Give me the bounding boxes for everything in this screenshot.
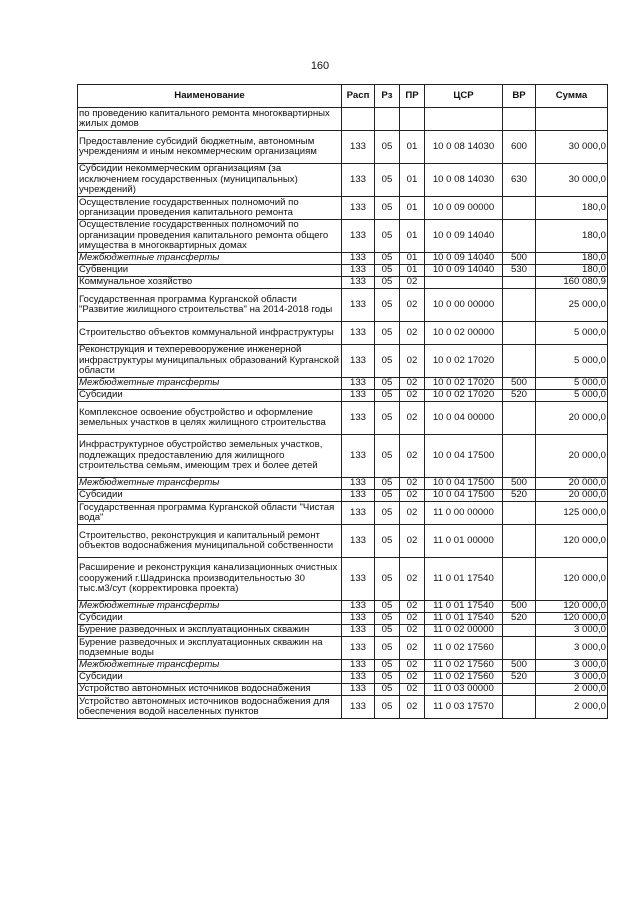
cell-rz: 05 xyxy=(375,277,400,289)
cell-rz: 05 xyxy=(375,660,400,672)
cell-rz: 05 xyxy=(375,502,400,525)
table-row xyxy=(78,672,608,684)
cell-sum: 3 000,0 xyxy=(536,660,608,672)
table-row xyxy=(78,265,608,277)
cell-name: Субсидии xyxy=(78,613,342,625)
cell-rz: 05 xyxy=(375,696,400,719)
cell-name: Субсидии некоммерческим организациям (за исключением государственных (муниципальных) учреждений) xyxy=(78,164,342,197)
cell-rz: 05 xyxy=(375,265,400,277)
cell-vr: 520 xyxy=(503,490,536,502)
cell-rz: 05 xyxy=(375,378,400,390)
cell-csr: 11 0 01 00000 xyxy=(425,525,503,558)
cell-pr: 02 xyxy=(400,502,425,525)
cell-name: Бурение разведочных и эксплуатационных скважин на подземные воды xyxy=(78,637,342,660)
cell-rasp: 133 xyxy=(342,390,375,402)
cell-sum: 5 000,0 xyxy=(536,345,608,378)
cell-csr: 10 0 02 17020 xyxy=(425,345,503,378)
cell-rasp: 133 xyxy=(342,502,375,525)
cell-sum: 30 000,0 xyxy=(536,164,608,197)
cell-csr: 11 0 02 00000 xyxy=(425,625,503,637)
cell-pr: 02 xyxy=(400,696,425,719)
table-row xyxy=(78,696,608,719)
table-row xyxy=(78,197,608,220)
cell-name: Бурение разведочных и эксплуатационных скважин xyxy=(78,625,342,637)
cell-sum: 120 000,0 xyxy=(536,601,608,613)
cell-vr: 500 xyxy=(503,478,536,490)
cell-pr: 01 xyxy=(400,253,425,265)
cell-name: Строительство объектов коммунальной инфраструктуры xyxy=(78,322,342,345)
cell-pr: 02 xyxy=(400,672,425,684)
cell-csr: 10 0 08 14030 xyxy=(425,131,503,164)
cell-csr: 10 0 02 00000 xyxy=(425,322,503,345)
cell-csr: 10 0 04 17500 xyxy=(425,490,503,502)
cell-vr: 500 xyxy=(503,660,536,672)
table-row xyxy=(78,164,608,197)
header-rasp: Расп xyxy=(342,85,375,108)
cell-pr: 01 xyxy=(400,197,425,220)
cell-vr xyxy=(503,637,536,660)
cell-pr: 02 xyxy=(400,345,425,378)
cell-vr xyxy=(503,558,536,601)
cell-rasp: 133 xyxy=(342,490,375,502)
table-row xyxy=(78,660,608,672)
cell-csr: 10 0 09 00000 xyxy=(425,197,503,220)
cell-name: Инфраструктурное обустройство земельных участков, подлежащих предоставлению для жилищного строительства семьям, имеющим трех и более детей xyxy=(78,435,342,478)
cell-sum: 160 080,9 xyxy=(536,277,608,289)
header-pr: ПР xyxy=(400,85,425,108)
table-row xyxy=(78,625,608,637)
cell-sum: 5 000,0 xyxy=(536,390,608,402)
cell-rasp: 133 xyxy=(342,601,375,613)
cell-rasp: 133 xyxy=(342,435,375,478)
cell-sum: 2 000,0 xyxy=(536,696,608,719)
cell-sum: 180,0 xyxy=(536,253,608,265)
cell-sum: 20 000,0 xyxy=(536,402,608,435)
cell-name: Комплексное освоение обустройство и оформление земельных участков в целях жилищного строительства xyxy=(78,402,342,435)
cell-csr: 11 0 01 17540 xyxy=(425,601,503,613)
table-row xyxy=(78,277,608,289)
table-row xyxy=(78,637,608,660)
cell-csr: 10 0 00 00000 xyxy=(425,289,503,322)
cell-rasp: 133 xyxy=(342,131,375,164)
table-row xyxy=(78,601,608,613)
cell-sum: 3 000,0 xyxy=(536,625,608,637)
cell-rz: 05 xyxy=(375,164,400,197)
table-row xyxy=(78,289,608,322)
budget-table xyxy=(77,84,608,719)
cell-rasp: 133 xyxy=(342,402,375,435)
cell-sum: 20 000,0 xyxy=(536,478,608,490)
table-row xyxy=(78,435,608,478)
cell-rasp: 133 xyxy=(342,696,375,719)
cell-rz: 05 xyxy=(375,345,400,378)
table-row xyxy=(78,558,608,601)
cell-pr: 02 xyxy=(400,525,425,558)
cell-rasp: 133 xyxy=(342,525,375,558)
cell-vr xyxy=(503,277,536,289)
cell-pr: 02 xyxy=(400,322,425,345)
page-number: 160 xyxy=(310,60,330,72)
cell-rasp xyxy=(342,108,375,131)
cell-rz: 05 xyxy=(375,490,400,502)
cell-rz xyxy=(375,108,400,131)
cell-pr: 02 xyxy=(400,601,425,613)
cell-vr xyxy=(503,435,536,478)
cell-csr: 10 0 09 14040 xyxy=(425,265,503,277)
cell-name: Субвенции xyxy=(78,265,342,277)
cell-pr: 02 xyxy=(400,390,425,402)
cell-vr: 520 xyxy=(503,390,536,402)
cell-name: Предоставление субсидий бюджетным, автономным учреждениям и иным некоммерческим организациям xyxy=(78,131,342,164)
table-body xyxy=(78,108,608,719)
cell-csr: 10 0 04 00000 xyxy=(425,402,503,435)
cell-vr xyxy=(503,684,536,696)
cell-sum: 3 000,0 xyxy=(536,672,608,684)
cell-pr: 02 xyxy=(400,613,425,625)
cell-sum: 20 000,0 xyxy=(536,435,608,478)
cell-sum: 3 000,0 xyxy=(536,637,608,660)
cell-vr xyxy=(503,197,536,220)
cell-pr: 01 xyxy=(400,131,425,164)
cell-pr: 02 xyxy=(400,277,425,289)
cell-sum xyxy=(536,108,608,131)
cell-rasp: 133 xyxy=(342,253,375,265)
cell-vr xyxy=(503,289,536,322)
table-row xyxy=(78,322,608,345)
cell-vr: 500 xyxy=(503,601,536,613)
header-csr: ЦСР xyxy=(425,85,503,108)
cell-csr: 11 0 03 17570 xyxy=(425,696,503,719)
cell-rasp: 133 xyxy=(342,637,375,660)
cell-vr: 600 xyxy=(503,131,536,164)
cell-rasp: 133 xyxy=(342,684,375,696)
cell-pr: 02 xyxy=(400,378,425,390)
cell-rz: 05 xyxy=(375,289,400,322)
table-row xyxy=(78,525,608,558)
cell-vr xyxy=(503,322,536,345)
cell-csr: 10 0 02 17020 xyxy=(425,378,503,390)
cell-vr: 530 xyxy=(503,265,536,277)
cell-rasp: 133 xyxy=(342,164,375,197)
cell-csr: 11 0 03 00000 xyxy=(425,684,503,696)
cell-csr: 10 0 02 17020 xyxy=(425,390,503,402)
cell-sum: 120 000,0 xyxy=(536,613,608,625)
cell-pr: 01 xyxy=(400,265,425,277)
cell-rz: 05 xyxy=(375,220,400,253)
header-name: Наименование xyxy=(78,85,342,108)
cell-vr: 500 xyxy=(503,253,536,265)
cell-sum: 5 000,0 xyxy=(536,378,608,390)
cell-csr: 10 0 04 17500 xyxy=(425,435,503,478)
table-row xyxy=(78,613,608,625)
cell-rasp: 133 xyxy=(342,277,375,289)
cell-csr: 10 0 08 14030 xyxy=(425,164,503,197)
cell-csr: 11 0 02 17560 xyxy=(425,637,503,660)
cell-pr: 02 xyxy=(400,558,425,601)
cell-name: Межбюджетные трансферты xyxy=(78,601,342,613)
cell-sum: 180,0 xyxy=(536,265,608,277)
cell-sum: 2 000,0 xyxy=(536,684,608,696)
header-sum: Сумма xyxy=(536,85,608,108)
table-row xyxy=(78,490,608,502)
cell-name: по проведению капитального ремонта многоквартирных жилых домов xyxy=(78,108,342,131)
cell-vr xyxy=(503,525,536,558)
table-row xyxy=(78,502,608,525)
cell-pr: 02 xyxy=(400,289,425,322)
cell-name: Субсидии xyxy=(78,490,342,502)
cell-name: Устройство автономных источников водоснабжения для обеспечения водой населенных пунктов xyxy=(78,696,342,719)
cell-pr: 02 xyxy=(400,684,425,696)
cell-rz: 05 xyxy=(375,402,400,435)
cell-pr: 02 xyxy=(400,490,425,502)
cell-name: Межбюджетные трансферты xyxy=(78,378,342,390)
cell-vr: 500 xyxy=(503,378,536,390)
cell-csr: 11 0 00 00000 xyxy=(425,502,503,525)
cell-rz: 05 xyxy=(375,525,400,558)
cell-sum: 30 000,0 xyxy=(536,131,608,164)
cell-rz: 05 xyxy=(375,625,400,637)
cell-rz: 05 xyxy=(375,390,400,402)
cell-rasp: 133 xyxy=(342,478,375,490)
cell-pr: 02 xyxy=(400,660,425,672)
cell-pr: 02 xyxy=(400,402,425,435)
cell-csr: 11 0 01 17540 xyxy=(425,613,503,625)
cell-rasp: 133 xyxy=(342,613,375,625)
cell-rasp: 133 xyxy=(342,558,375,601)
cell-rasp: 133 xyxy=(342,660,375,672)
cell-sum: 20 000,0 xyxy=(536,490,608,502)
table-row xyxy=(78,345,608,378)
cell-sum: 25 000,0 xyxy=(536,289,608,322)
cell-pr: 01 xyxy=(400,220,425,253)
cell-csr: 11 0 01 17540 xyxy=(425,558,503,601)
cell-name: Межбюджетные трансферты xyxy=(78,478,342,490)
table-row xyxy=(78,131,608,164)
table-row xyxy=(78,253,608,265)
cell-rasp: 133 xyxy=(342,672,375,684)
cell-vr xyxy=(503,345,536,378)
table-row xyxy=(78,108,608,131)
cell-rasp: 133 xyxy=(342,322,375,345)
table-row xyxy=(78,220,608,253)
cell-name: Строительство, реконструкция и капитальный ремонт объектов водоснабжения муниципальной собственности xyxy=(78,525,342,558)
cell-pr xyxy=(400,108,425,131)
cell-vr xyxy=(503,625,536,637)
cell-sum: 180,0 xyxy=(536,197,608,220)
cell-rz: 05 xyxy=(375,197,400,220)
cell-pr: 02 xyxy=(400,637,425,660)
cell-pr: 02 xyxy=(400,625,425,637)
cell-name: Субсидии xyxy=(78,390,342,402)
cell-vr xyxy=(503,220,536,253)
cell-rz: 05 xyxy=(375,131,400,164)
cell-rz: 05 xyxy=(375,613,400,625)
cell-sum: 120 000,0 xyxy=(536,558,608,601)
cell-name: Расширение и реконструкция канализационных очистных сооружений г.Шадринска производительностью 30 тыс.м3/сут (корректировка проекта) xyxy=(78,558,342,601)
cell-pr: 02 xyxy=(400,435,425,478)
cell-rz: 05 xyxy=(375,435,400,478)
cell-rz: 05 xyxy=(375,478,400,490)
cell-rz: 05 xyxy=(375,672,400,684)
cell-rasp: 133 xyxy=(342,378,375,390)
cell-vr: 520 xyxy=(503,613,536,625)
table-row xyxy=(78,684,608,696)
cell-rz: 05 xyxy=(375,253,400,265)
cell-name: Устройство автономных источников водоснабжения xyxy=(78,684,342,696)
cell-csr: 10 0 04 17500 xyxy=(425,478,503,490)
table-header-row xyxy=(78,85,608,108)
cell-csr: 11 0 02 17560 xyxy=(425,660,503,672)
cell-rasp: 133 xyxy=(342,265,375,277)
cell-csr: 10 0 09 14040 xyxy=(425,220,503,253)
cell-name: Осуществление государственных полномочий по организации проведения капитального ремонта общего имущества в многоквартирных домах xyxy=(78,220,342,253)
cell-csr xyxy=(425,108,503,131)
cell-vr xyxy=(503,402,536,435)
header-rz: Рз xyxy=(375,85,400,108)
cell-name: Государственная программа Курганской области "Развитие жилищного строительства" на 2014-2018 годы xyxy=(78,289,342,322)
cell-name: Субсидии xyxy=(78,672,342,684)
cell-csr: 11 0 02 17560 xyxy=(425,672,503,684)
cell-pr: 02 xyxy=(400,478,425,490)
cell-vr: 520 xyxy=(503,672,536,684)
cell-sum: 180,0 xyxy=(536,220,608,253)
cell-rz: 05 xyxy=(375,601,400,613)
cell-name: Государственная программа Курганской области "Чистая вода" xyxy=(78,502,342,525)
cell-rasp: 133 xyxy=(342,220,375,253)
cell-rz: 05 xyxy=(375,637,400,660)
cell-vr: 630 xyxy=(503,164,536,197)
table-row xyxy=(78,478,608,490)
cell-rasp: 133 xyxy=(342,289,375,322)
cell-rasp: 133 xyxy=(342,197,375,220)
cell-rz: 05 xyxy=(375,558,400,601)
cell-sum: 120 000,0 xyxy=(536,525,608,558)
cell-vr xyxy=(503,108,536,131)
cell-name: Реконструкция и техперевооружение инженерной инфраструктуры муниципальных образований Курганской области xyxy=(78,345,342,378)
table-row xyxy=(78,378,608,390)
table-row xyxy=(78,390,608,402)
cell-rz: 05 xyxy=(375,322,400,345)
cell-sum: 5 000,0 xyxy=(536,322,608,345)
cell-name: Межбюджетные трансферты xyxy=(78,253,342,265)
cell-sum: 125 000,0 xyxy=(536,502,608,525)
cell-vr xyxy=(503,502,536,525)
cell-csr: 10 0 09 14040 xyxy=(425,253,503,265)
cell-vr xyxy=(503,696,536,719)
cell-name: Межбюджетные трансферты xyxy=(78,660,342,672)
header-vr: ВР xyxy=(503,85,536,108)
table-row xyxy=(78,402,608,435)
cell-rasp: 133 xyxy=(342,345,375,378)
cell-csr xyxy=(425,277,503,289)
cell-rz: 05 xyxy=(375,684,400,696)
cell-name: Коммунальное хозяйство xyxy=(78,277,342,289)
cell-pr: 01 xyxy=(400,164,425,197)
cell-name: Осуществление государственных полномочий по организации проведения капитального ремонта xyxy=(78,197,342,220)
cell-rasp: 133 xyxy=(342,625,375,637)
